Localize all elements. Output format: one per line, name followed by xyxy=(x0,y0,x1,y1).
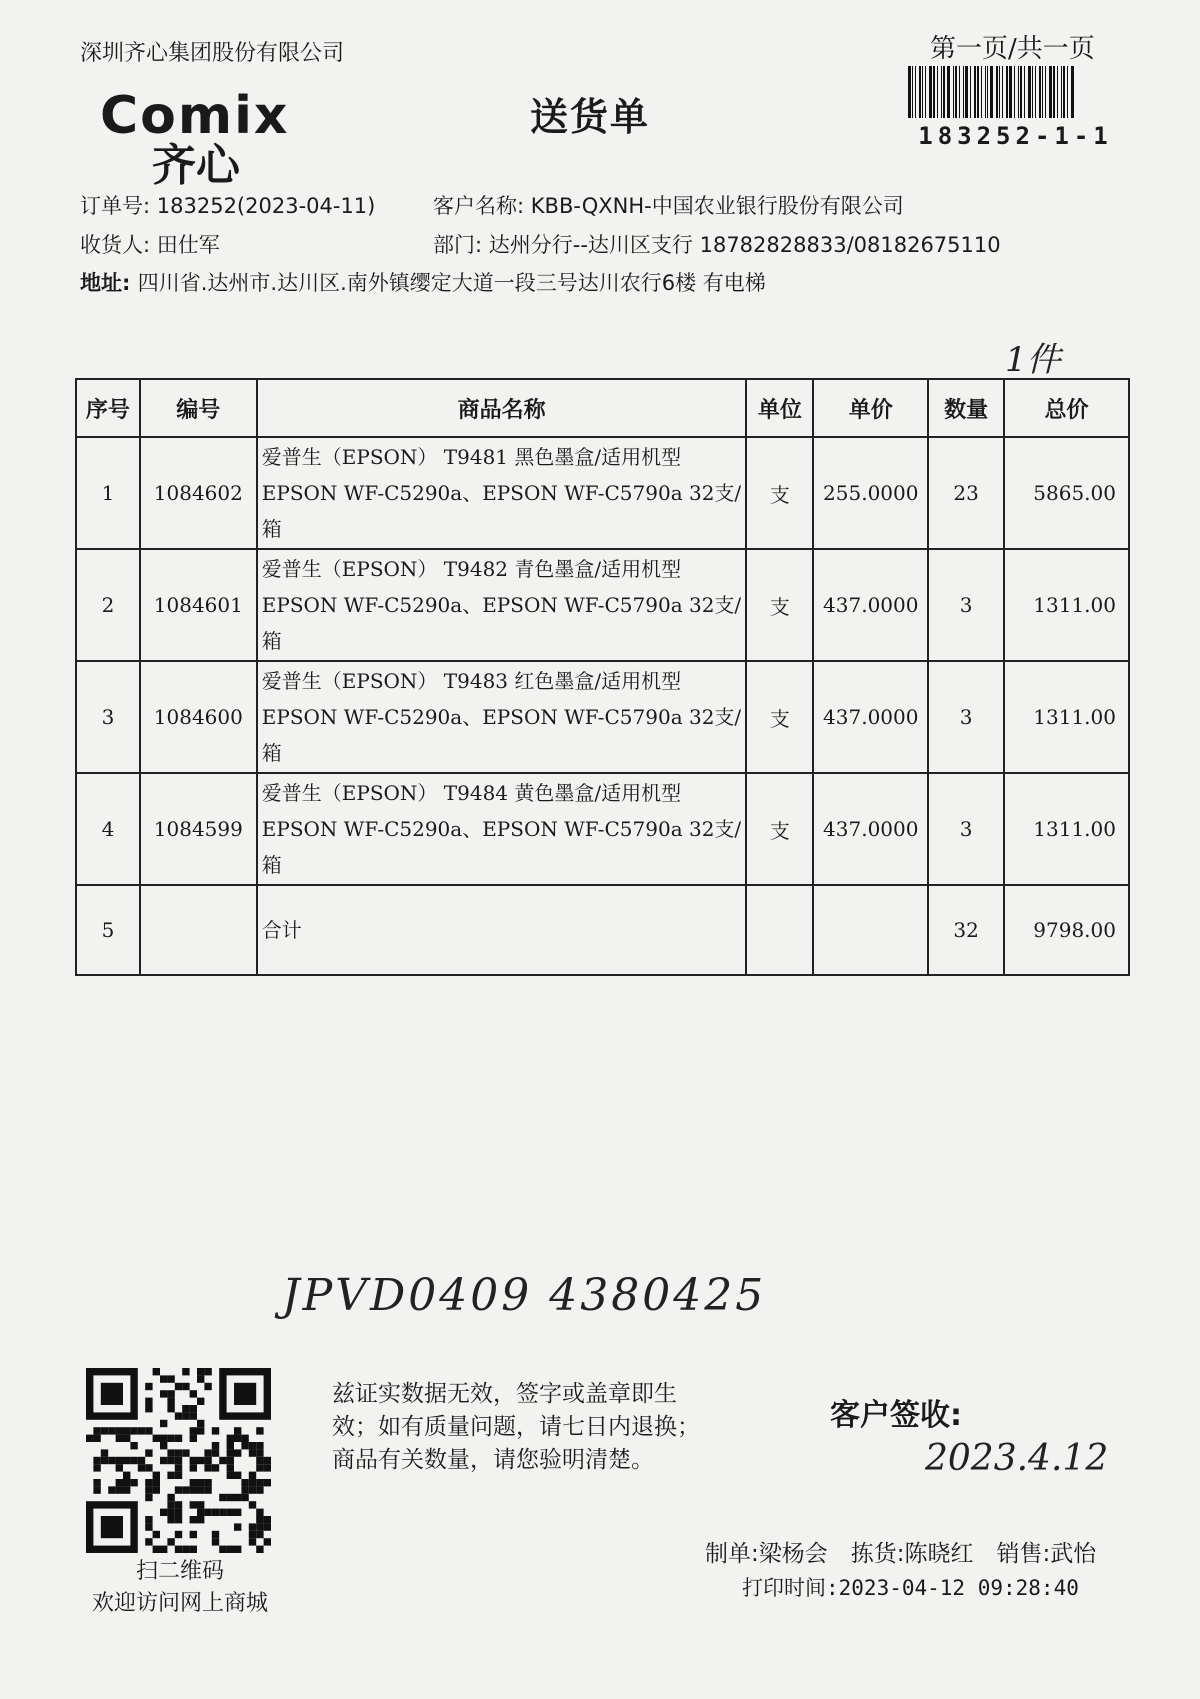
order-label: 订单号: xyxy=(80,194,151,218)
notice-line-3: 商品有关数量，请您验明清楚。 xyxy=(332,1447,654,1473)
cell-code xyxy=(140,885,257,975)
department xyxy=(433,229,1001,259)
customer-name xyxy=(433,190,904,220)
barcode-bar xyxy=(990,66,993,118)
name-line-1: 爱普生（EPSON） T9481 黑色墨盒/适用机型 xyxy=(261,445,682,469)
barcode-bar xyxy=(1061,66,1062,118)
customer-label: 客户名称: xyxy=(433,194,525,218)
col-header-qty: 数量 xyxy=(928,379,1004,437)
cell-qty: 32 xyxy=(928,885,1004,975)
barcode-bar xyxy=(999,66,1000,118)
cell-code: 1084601 xyxy=(140,549,257,661)
table-row xyxy=(76,661,1129,773)
cell-qty: 23 xyxy=(928,437,1004,549)
cell-unit xyxy=(746,885,813,975)
cell-unit: 支 xyxy=(746,437,813,549)
qr-caption-line-2: 欢迎访问网上商城 xyxy=(91,1591,268,1616)
barcode-bar xyxy=(981,66,982,118)
table-summary-row xyxy=(76,885,1129,975)
customer-value: KBB-QXNH-中国农业银行股份有限公司 xyxy=(530,194,904,218)
name-line-2: EPSON WF-C5290a、EPSON WF-C5790a 32支/箱 xyxy=(261,481,742,541)
cell-summary-label: 合计 xyxy=(257,885,747,975)
receiver xyxy=(80,229,220,259)
company-name: 深圳齐心集团股份有限公司 xyxy=(80,41,345,66)
barcode-bar xyxy=(1071,66,1074,118)
barcode-bar xyxy=(1024,66,1025,118)
table-header-row xyxy=(76,379,1129,437)
print-time: 打印时间:2023-04-12 09:28:40 xyxy=(742,1576,1079,1600)
barcode-bar xyxy=(1032,66,1033,118)
barcode-number: 183252-1-1 xyxy=(918,122,1113,150)
barcode-bar xyxy=(1028,66,1031,118)
barcode-bar xyxy=(919,66,921,118)
col-header-unit: 单位 xyxy=(746,379,813,437)
cell-total: 1311.00 xyxy=(1004,773,1129,885)
barcode-bar xyxy=(1035,66,1036,118)
barcode-bar xyxy=(1009,66,1012,118)
barcode-bar xyxy=(1006,66,1008,118)
barcode-bar xyxy=(987,66,988,118)
cell-price: 437.0000 xyxy=(813,661,928,773)
name-line-2: EPSON WF-C5290a、EPSON WF-C5790a 32支/箱 xyxy=(261,705,742,765)
cell-no: 4 xyxy=(76,773,140,885)
barcode-bar xyxy=(996,66,998,118)
barcode-bar xyxy=(947,66,950,118)
cell-code: 1084602 xyxy=(140,437,257,549)
barcode-bar xyxy=(963,66,964,118)
col-header-total: 总价 xyxy=(1004,379,1129,437)
cell-qty: 3 xyxy=(928,661,1004,773)
cell-unit: 支 xyxy=(746,549,813,661)
cell-total: 1311.00 xyxy=(1004,661,1129,773)
barcode-bar xyxy=(977,66,979,118)
barcode-bar xyxy=(908,66,911,118)
barcode-bar xyxy=(933,66,935,118)
barcode-bar xyxy=(1039,66,1041,118)
handwritten-piece-count: 1件 xyxy=(1005,340,1061,380)
barcode-bar xyxy=(974,66,976,118)
logo-english: Comix xyxy=(100,86,290,146)
barcode-bar xyxy=(1063,66,1065,118)
barcode-bar xyxy=(1045,66,1046,118)
notice-line-1: 兹证实数据无效，签字或盖章即生 xyxy=(332,1381,677,1407)
barcode-bar xyxy=(912,66,913,118)
name-line-2: EPSON WF-C5290a、EPSON WF-C5790a 32支/箱 xyxy=(261,593,742,653)
barcode-bar xyxy=(941,66,942,118)
cell-name xyxy=(257,549,747,661)
table-row xyxy=(76,773,1129,885)
cell-price xyxy=(813,885,928,975)
qr-caption xyxy=(70,1556,290,1620)
address-value: 四川省.达州市.达川区.南外镇缨定大道一段三号达川农行6楼 有电梯 xyxy=(137,271,766,295)
col-header-price: 单价 xyxy=(813,379,928,437)
sign-date: 2023.4.12 xyxy=(925,1438,1109,1479)
barcode-bar xyxy=(1014,66,1015,118)
comix-logo xyxy=(100,86,330,191)
name-line-1: 爱普生（EPSON） T9483 红色墨盒/适用机型 xyxy=(261,669,682,693)
barcode-bar xyxy=(1020,66,1022,118)
name-line-1: 爱普生（EPSON） T9482 青色墨盒/适用机型 xyxy=(261,557,682,581)
barcode-bar xyxy=(1053,66,1055,118)
barcode-bar xyxy=(1057,66,1058,118)
dept-value: 达州分行--达川区支行 18782828833/08182675110 xyxy=(488,233,1001,257)
col-header-no: 序号 xyxy=(76,379,140,437)
order-value: 183252(2023-04-11) xyxy=(156,194,376,218)
notice-text xyxy=(332,1378,700,1477)
barcode-bar xyxy=(1002,66,1003,118)
barcode-bar xyxy=(959,66,960,118)
cell-name xyxy=(257,437,747,549)
cell-code: 1084600 xyxy=(140,661,257,773)
barcode-bar xyxy=(965,66,968,118)
table-row xyxy=(76,549,1129,661)
cell-total: 5865.00 xyxy=(1004,437,1129,549)
cell-name xyxy=(257,661,747,773)
order-number xyxy=(80,190,375,220)
barcode-bar xyxy=(985,66,986,118)
table-row xyxy=(76,437,1129,549)
logo-chinese: 齐心 xyxy=(152,140,240,191)
barcode-bar xyxy=(925,66,926,118)
cell-no: 1 xyxy=(76,437,140,549)
barcode-bar xyxy=(953,66,954,118)
cell-qty: 3 xyxy=(928,549,1004,661)
handwritten-code: JPVD0409 4380425 xyxy=(282,1270,767,1321)
cell-qty: 3 xyxy=(928,773,1004,885)
cell-total: 9798.00 xyxy=(1004,885,1129,975)
receiver-label: 收货人: xyxy=(80,233,151,257)
cell-unit: 支 xyxy=(746,661,813,773)
address-label: 地址: xyxy=(80,271,131,295)
page-info: 第一页/共一页 xyxy=(930,34,1095,64)
cell-no: 3 xyxy=(76,661,140,773)
barcode-bar xyxy=(955,66,957,118)
barcode-bar xyxy=(970,66,971,118)
name-line-1: 爱普生（EPSON） T9484 黄色墨盒/适用机型 xyxy=(261,781,682,805)
col-header-code: 编号 xyxy=(140,379,257,437)
cell-price: 437.0000 xyxy=(813,549,928,661)
receiver-value: 田仕军 xyxy=(156,233,220,257)
dept-label: 部门: xyxy=(433,233,483,257)
barcode-bar xyxy=(1042,66,1043,118)
barcode-bar xyxy=(922,66,923,118)
barcode-bar xyxy=(937,66,938,118)
goods-table xyxy=(75,378,1130,976)
barcode-bar xyxy=(1067,66,1068,118)
cell-total: 1311.00 xyxy=(1004,549,1129,661)
cell-unit: 支 xyxy=(746,773,813,885)
cell-price: 255.0000 xyxy=(813,437,928,549)
barcode xyxy=(908,66,1123,118)
barcode-bar xyxy=(929,66,932,118)
cell-code: 1084599 xyxy=(140,773,257,885)
document-title: 送货单 xyxy=(530,95,651,139)
notice-line-2: 效；如有质量问题，请七日内退换； xyxy=(332,1414,700,1440)
cell-no: 5 xyxy=(76,885,140,975)
customer-sign-label: 客户签收: xyxy=(830,1398,962,1433)
qr-caption-line-1: 扫二维码 xyxy=(135,1559,224,1584)
cell-price: 437.0000 xyxy=(813,773,928,885)
staff-info: 制单:梁杨会 拣货:陈晓红 销售:武怡 xyxy=(705,1541,1097,1567)
name-line-2: EPSON WF-C5290a、EPSON WF-C5790a 32支/箱 xyxy=(261,817,742,877)
address xyxy=(80,267,766,297)
cell-no: 2 xyxy=(76,549,140,661)
col-header-name: 商品名称 xyxy=(257,379,747,437)
barcode-bar xyxy=(943,66,945,118)
barcode-bar xyxy=(915,66,916,118)
barcode-bar xyxy=(1018,66,1019,118)
qr-code-icon[interactable] xyxy=(86,1368,271,1553)
cell-name xyxy=(257,773,747,885)
barcode-bar xyxy=(1049,66,1052,118)
